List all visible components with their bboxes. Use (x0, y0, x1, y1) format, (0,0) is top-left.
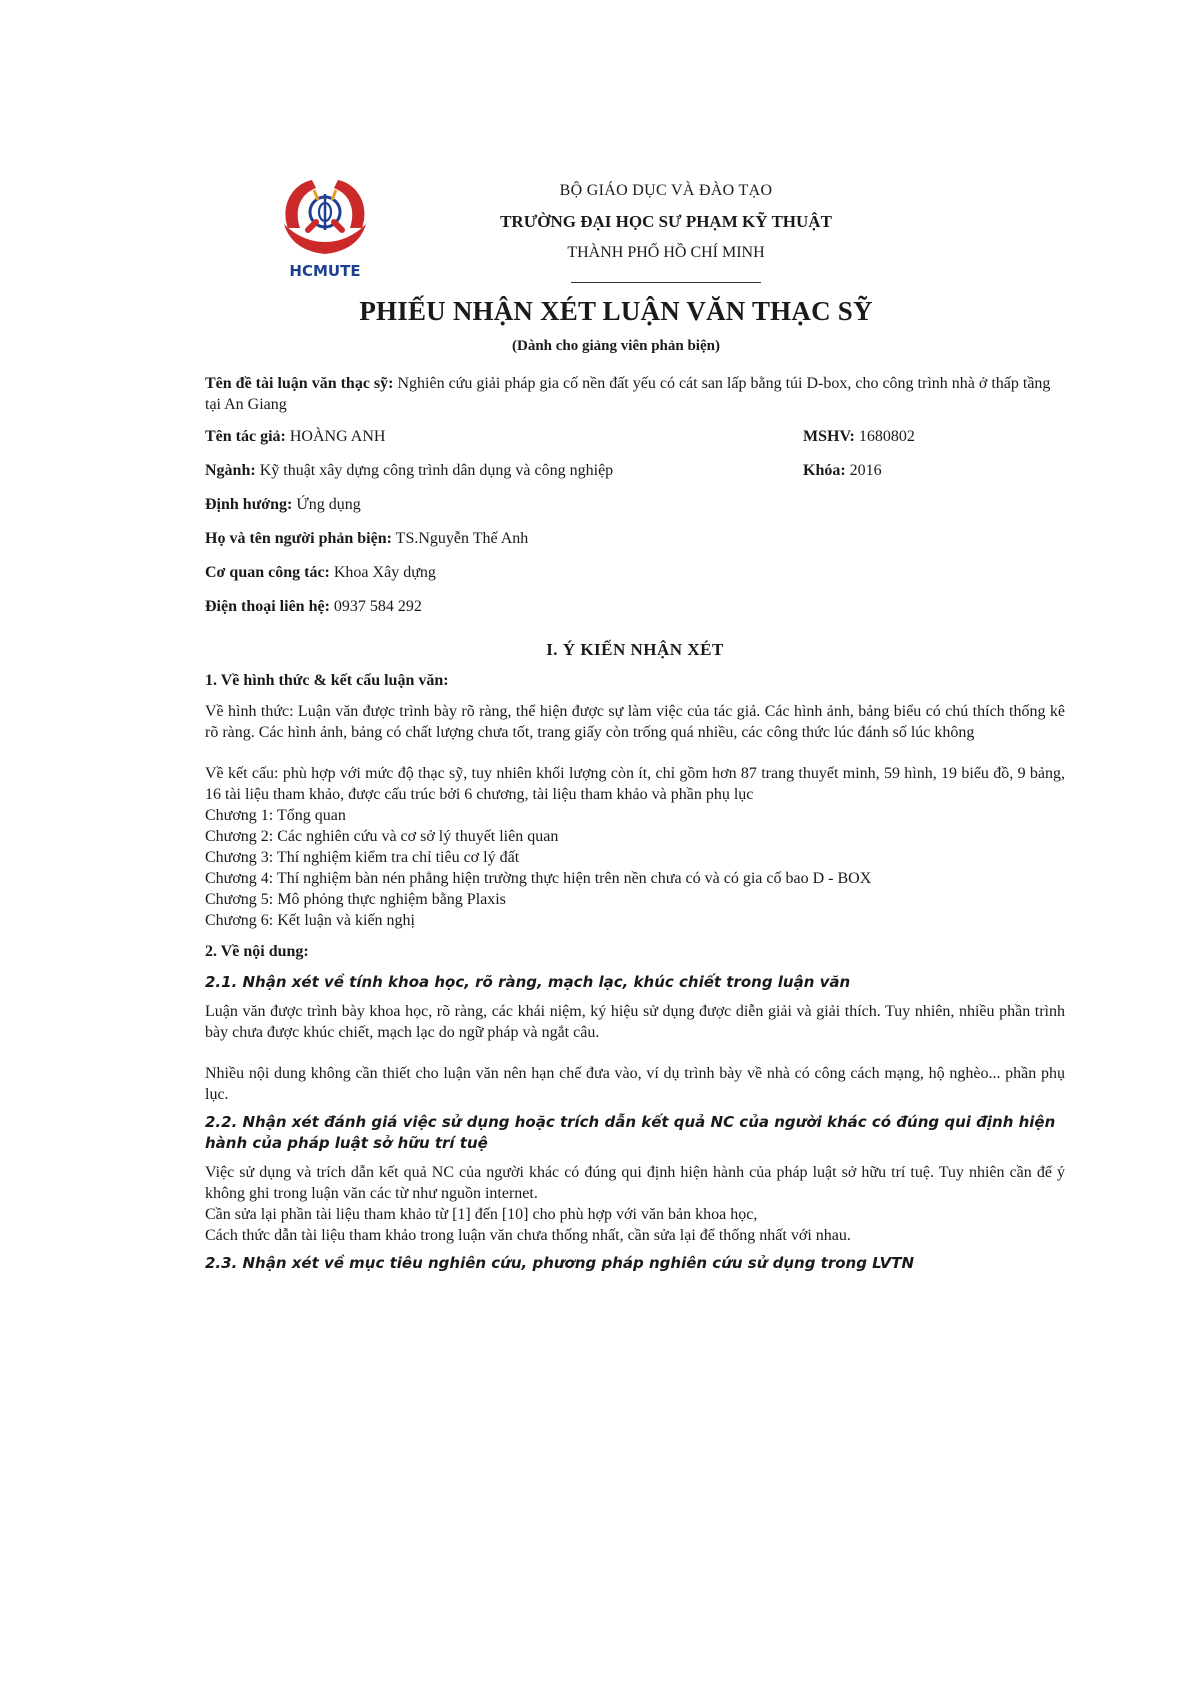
chapter-item: Chương 1: Tổng quan (205, 807, 346, 824)
reviewer-row (205, 528, 1065, 549)
university-name: TRƯỜNG ĐẠI HỌC SƯ PHẠM KỸ THUẬT (500, 212, 832, 231)
thesis-topic (205, 373, 1065, 415)
major-row (205, 460, 1065, 481)
header-divider (0, 270, 1192, 288)
author-label: Tên tác giả: (205, 428, 286, 445)
student-id (803, 426, 915, 447)
city-name: THÀNH PHỐ HỒ CHÍ MINH (567, 244, 765, 261)
form-paragraph: Về hình thức: Luận văn được trình bày rõ ràng, thể hiện được sự làm việc của tác giả. Các hình ảnh, bảng biểu có chú thích thống kê rõ ràng. Các hình ảnh, bảng có chất lượng chưa tốt, trang giấy còn trống quá nhiều, các công thức lúc đánh số lúc không (205, 703, 1065, 741)
heading-2-1: 2.1. Nhận xét về tính khoa học, rõ ràng, mạch lạc, khúc chiết trong luận văn (205, 973, 851, 991)
chapter-item: Chương 4: Thí nghiệm bàn nén phẳng hiện trường thực hiện trên nền chưa có và có gia cố bao D - BOX (205, 870, 872, 887)
chapter-item: Chương 6: Kết luận và kiến nghị (205, 912, 415, 929)
chapter-item: Chương 2: Các nghiên cứu và cơ sở lý thuyết liên quan (205, 828, 559, 845)
document-subtitle: (Dành cho giảng viên phản biện) (512, 338, 720, 354)
course-label: Khóa: (803, 462, 846, 479)
reviewer-value: TS.Nguyễn Thế Anh (391, 530, 529, 547)
major-value: Kỹ thuật xây dựng công trình dân dụng và công nghiệp (255, 462, 614, 479)
student-id-label: MSHV: (803, 428, 855, 445)
section-title-comments: I. Ý KIẾN NHẬN XÉT (546, 640, 724, 659)
heading-content: 2. Về nội dung: (205, 943, 309, 960)
orientation-row (205, 494, 1065, 515)
document-title: PHIẾU NHẬN XÉT LUẬN VĂN THẠC SỸ (359, 296, 873, 326)
heading-2-2: 2.2. Nhận xét đánh giá việc sử dụng hoặc trích dẫn kết quả NC của người khác có đúng qui định hiện hành của pháp luật sở hữu trí tuệ (205, 1113, 1056, 1152)
phone-value: 0937 584 292 (329, 598, 422, 615)
thesis-topic-label: Tên đề tài luận văn thạc sỹ: (205, 375, 394, 392)
agency-row (205, 562, 1065, 583)
heading-form-structure: 1. Về hình thức & kết cấu luận văn: (205, 672, 449, 689)
chapter-item: Chương 3: Thí nghiệm kiểm tra chỉ tiêu cơ lý đất (205, 849, 520, 866)
orientation-label: Định hướng: (205, 496, 293, 513)
ministry-name: BỘ GIÁO DỤC VÀ ĐÀO TẠO (559, 182, 773, 199)
course (803, 460, 882, 481)
logo-text: HCMUTE (289, 262, 361, 280)
chapter-item: Chương 5: Mô phỏng thực nghiệm bằng Plaxis (205, 891, 506, 908)
phone-label: Điện thoại liên hệ: (205, 598, 330, 615)
major-label: Ngành: (205, 462, 256, 479)
phone-row (205, 596, 1065, 617)
orientation-value: Ứng dụng (292, 496, 361, 513)
agency-label: Cơ quan công tác: (205, 564, 330, 581)
author-value: HOÀNG ANH (285, 428, 386, 445)
paragraph-2-2-c: Cách thức dẫn tài liệu tham khảo trong luận văn chưa thống nhất, cần sửa lại để thống nhất với nhau. (205, 1227, 851, 1244)
structure-paragraph: Về kết cấu: phù hợp với mức độ thạc sỹ, tuy nhiên khối lượng còn ít, chỉ gồm hơn 87 trang thuyết minh, 59 hình, 19 biểu đồ, 9 bảng, 16 tài liệu tham khảo, được cấu trúc bởi 6 chương, tài liệu tham khảo và phần phụ lục (205, 765, 1065, 803)
paragraph-2-2-a: Việc sử dụng và trích dẫn kết quả NC của người khác có đúng qui định hiện hành của pháp luật sở hữu trí tuệ. Tuy nhiên cần để ý không ghi trong luận văn các từ như nguồn internet. (205, 1164, 1065, 1202)
course-value: 2016 (845, 462, 882, 479)
paragraph-2-1-b: Nhiều nội dung không cần thiết cho luận văn nên hạn chế đưa vào, ví dụ trình bày về nhà có công cách mạng, hộ nghèo... phần phụ lục. (205, 1065, 1065, 1103)
paragraph-2-2-b: Cần sửa lại phần tài liệu tham khảo từ [1] đến [10] cho phù hợp với văn bản khoa học, (205, 1206, 758, 1223)
paragraph-2-1-a: Luận văn được trình bày khoa học, rõ ràng, các khái niệm, ký hiệu sử dụng được diễn giải và giải thích. Tuy nhiên, nhiều phần trình bày chưa được khúc chiết, mạch lạc do ngữ pháp và ngắt câu. (205, 1003, 1065, 1041)
heading-2-3: 2.3. Nhận xét về mục tiêu nghiên cứu, phương pháp nghiên cứu sử dụng trong LVTN (205, 1254, 915, 1272)
student-id-value: 1680802 (854, 428, 915, 445)
reviewer-label: Họ và tên người phản biện: (205, 530, 392, 547)
document-body (205, 373, 1065, 1282)
author-row (205, 426, 1065, 447)
thesis-topic-value: Nghiên cứu giải pháp gia cố nền đất yếu có cát san lấp bằng túi D-box, cho công trình nhà ở thấp tầng tại An Giang (205, 375, 1051, 413)
agency-value: Khoa Xây dựng (329, 564, 436, 581)
